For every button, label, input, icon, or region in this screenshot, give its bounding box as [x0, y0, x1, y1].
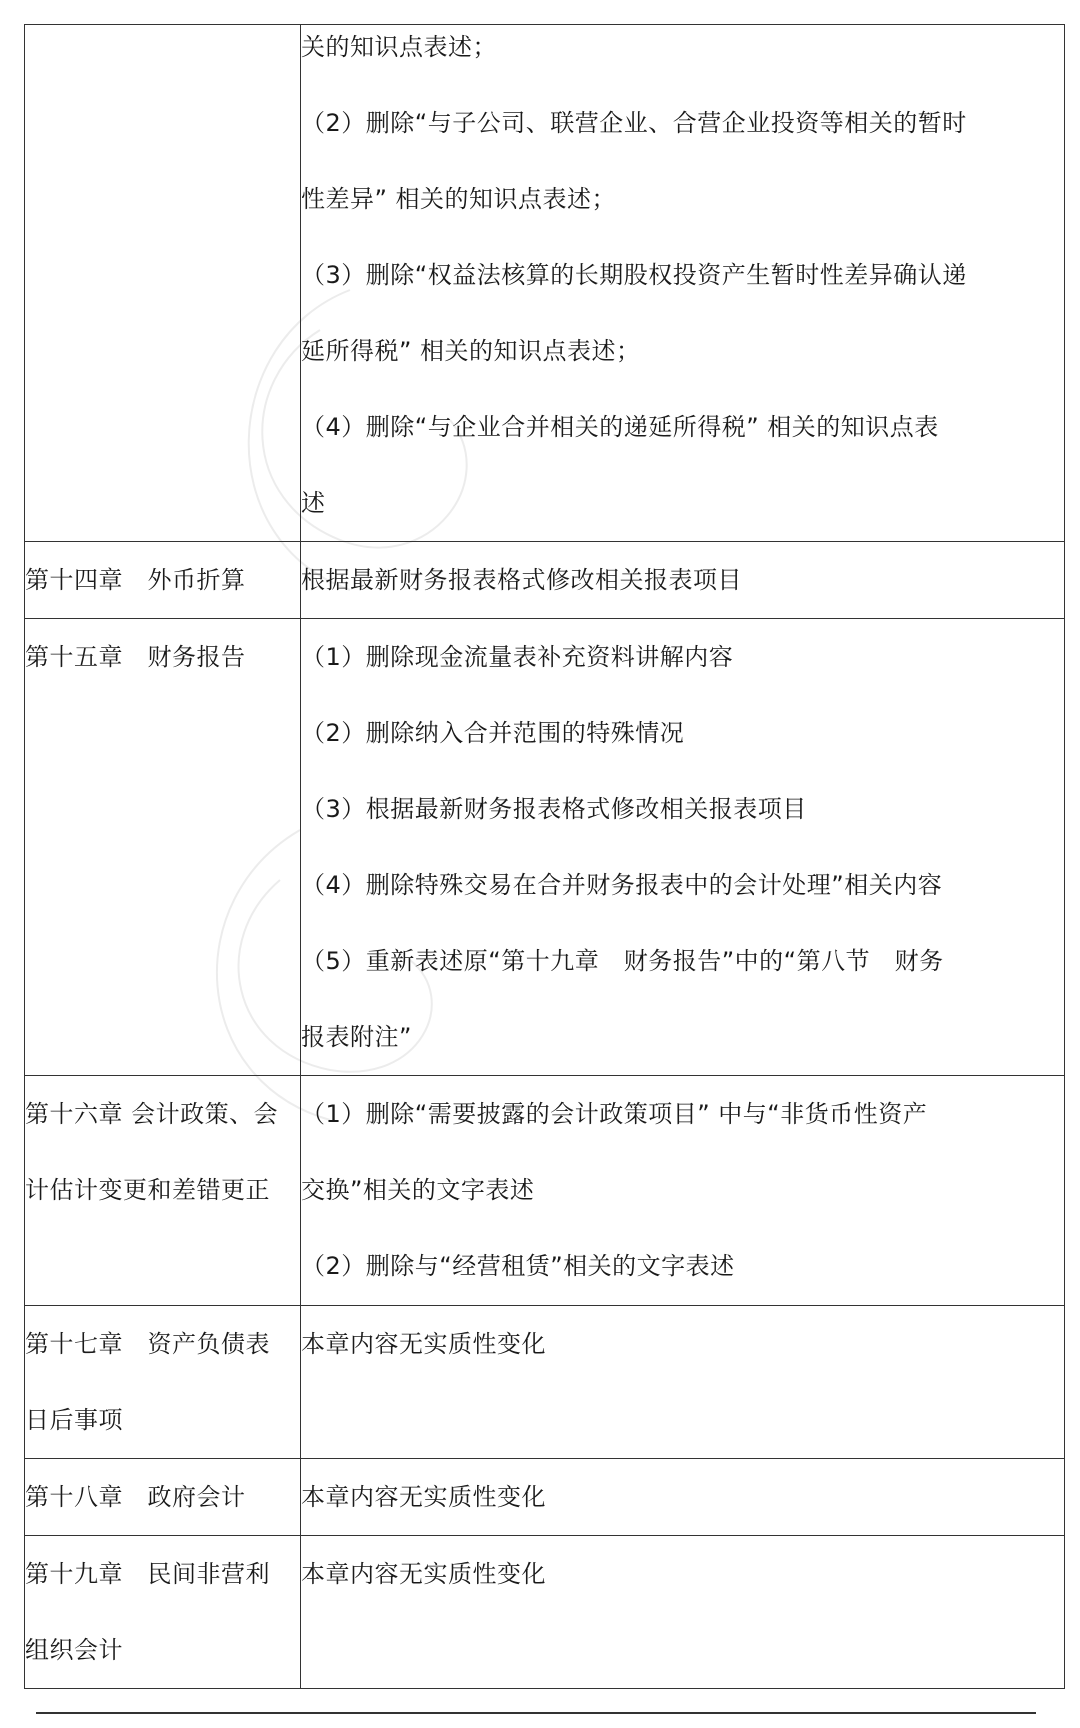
- chapter-cell: [25, 1306, 301, 1459]
- chapter-cell: [25, 619, 301, 1076]
- content-line: 关的知识点表述；: [301, 33, 497, 61]
- chapter-label: 第十五章 财务报告: [25, 643, 246, 671]
- chapter-cell: [25, 1076, 301, 1306]
- chapter-label-line: 第十七章 资产负债表: [25, 1330, 270, 1358]
- content-cell: [301, 1459, 1065, 1536]
- content-line: 根据最新财务报表格式修改相关报表项目: [301, 566, 742, 594]
- table-row: [25, 619, 1065, 1076]
- content-line: （5）重新表述原“第十九章 财务报告”中的“第八节 财务: [301, 947, 944, 975]
- content-line: 性差异” 相关的知识点表述；: [301, 185, 617, 213]
- content-cell: [301, 1536, 1065, 1689]
- table-row: [25, 1306, 1065, 1459]
- content-line: 延所得税” 相关的知识点表述；: [301, 337, 641, 365]
- chapter-cell: [25, 1536, 301, 1689]
- chapter-cell: [25, 25, 301, 542]
- content-line: （2）删除与“经营租赁”相关的文字表述: [301, 1252, 735, 1280]
- chapter-cell: [25, 1459, 301, 1536]
- content-cell: [301, 1306, 1065, 1459]
- chapter-label-line: 第十九章 民间非营利: [25, 1560, 270, 1588]
- content-line: （4）删除“与企业合并相关的递延所得税” 相关的知识点表: [301, 413, 939, 441]
- chapter-label-line: 计估计变更和差错更正: [25, 1176, 270, 1204]
- table-row: [25, 1536, 1065, 1689]
- content-line: （4）删除特殊交易在合并财务报表中的会计处理”相关内容: [301, 871, 943, 899]
- content-line: （1）删除现金流量表补充资料讲解内容: [301, 643, 734, 671]
- content-line: （3）根据最新财务报表格式修改相关报表项目: [301, 795, 807, 823]
- content-line: （1）删除“需要披露的会计政策项目” 中与“非货币性资产: [301, 1100, 928, 1128]
- chapter-label-line: 第十六章 会计政策、会: [25, 1100, 279, 1128]
- content-line: 本章内容无实质性变化: [301, 1483, 546, 1511]
- chapter-label: 第十八章 政府会计: [25, 1483, 246, 1511]
- content-cell: [301, 1076, 1065, 1306]
- content-line: （2）删除纳入合并范围的特殊情况: [301, 719, 685, 747]
- content-line: 述: [301, 489, 326, 517]
- chapter-cell: [25, 542, 301, 619]
- chapter-label: 第十四章 外币折算: [25, 566, 246, 594]
- table-row: [25, 25, 1065, 542]
- content-line: 本章内容无实质性变化: [301, 1330, 546, 1358]
- content-line: （2）删除“与子公司、联营企业、合营企业投资等相关的暂时: [301, 109, 967, 137]
- content-cell: [301, 542, 1065, 619]
- content-cell: [301, 25, 1065, 542]
- content-line: 交换”相关的文字表述: [301, 1176, 535, 1204]
- table-row: [25, 1076, 1065, 1306]
- bottom-divider: [36, 1712, 1036, 1714]
- content-line: 本章内容无实质性变化: [301, 1560, 546, 1588]
- table-row: [25, 1459, 1065, 1536]
- content-line: （3）删除“权益法核算的长期股权投资产生暂时性差异确认递: [301, 261, 967, 289]
- changes-table: [24, 24, 1065, 1689]
- table-row: [25, 542, 1065, 619]
- chapter-label-line: 日后事项: [25, 1406, 123, 1434]
- chapter-label-line: 组织会计: [25, 1636, 123, 1664]
- content-line: 报表附注”: [301, 1023, 412, 1051]
- content-cell: [301, 619, 1065, 1076]
